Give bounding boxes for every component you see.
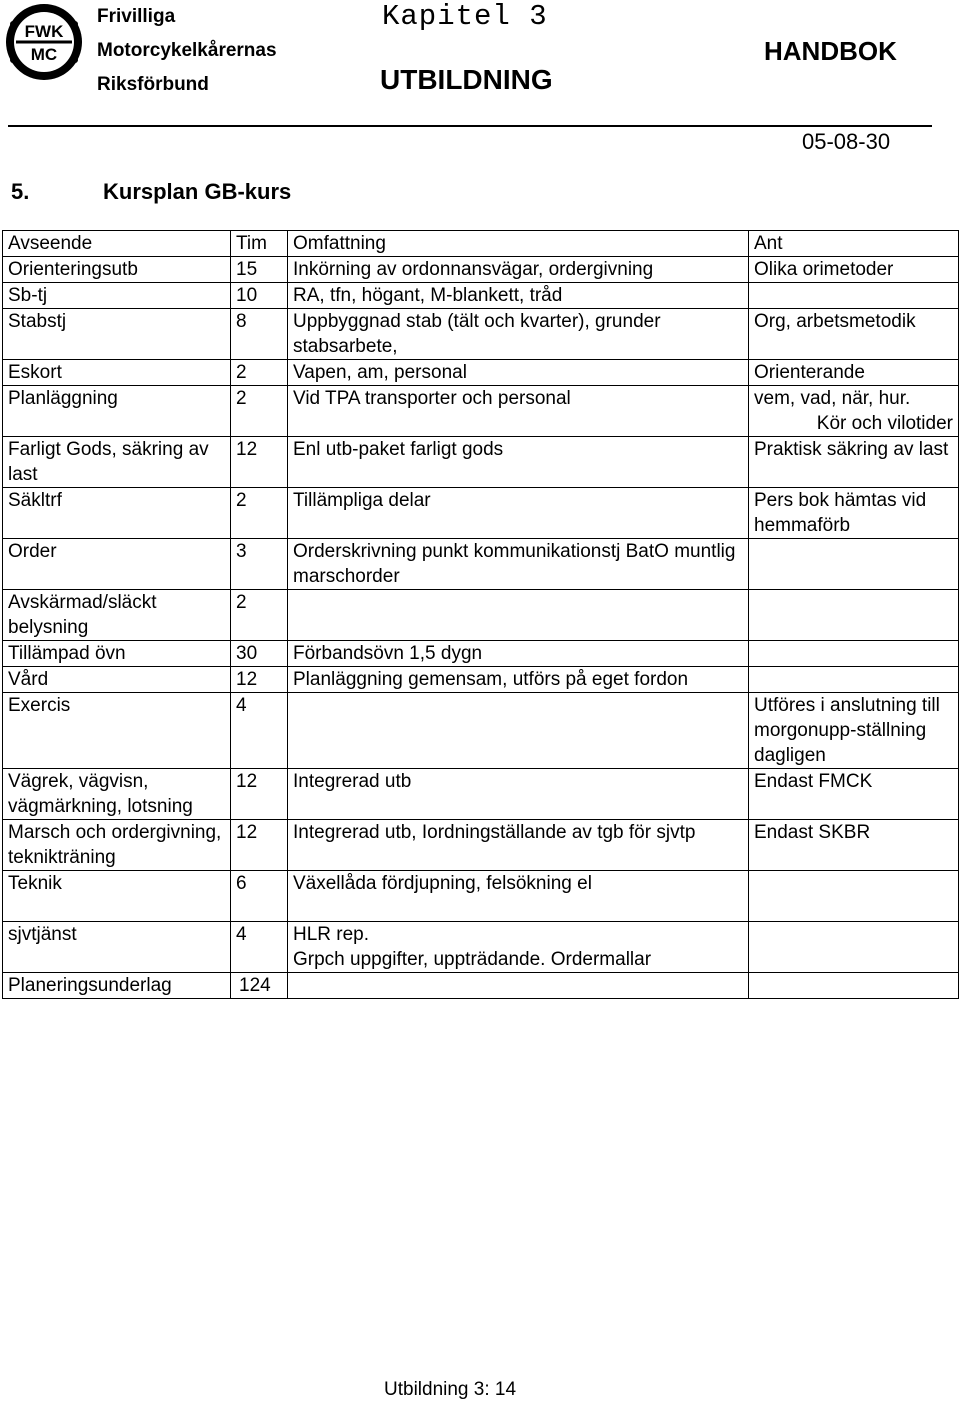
section-number: 5. <box>11 179 30 204</box>
cell-tim: 3 <box>231 539 288 590</box>
table-row <box>3 693 959 769</box>
cell-avseende: Eskort <box>3 360 231 386</box>
cell-avseende: sjvtjänst <box>3 922 231 973</box>
cell-avseende: Planeringsunderlag <box>3 973 231 999</box>
table-row <box>3 820 959 871</box>
table-row <box>3 437 959 488</box>
cell-tim: 4 <box>231 922 288 973</box>
table-row <box>3 539 959 590</box>
cell-ant <box>749 667 959 693</box>
cell-omfattning <box>288 973 749 999</box>
cell-avseende: Planläggning <box>3 386 231 437</box>
cell-avseende: Farligt Gods, säkring av last <box>3 437 231 488</box>
cell-avseende: Tillämpad övn <box>3 641 231 667</box>
cell-tim: 12 <box>231 769 288 820</box>
cell-omfattning-text: HLR rep. <box>293 924 370 945</box>
cell-ant <box>749 539 959 590</box>
cell-ant: Praktisk säkring av last <box>749 437 959 488</box>
cell-avseende: Sb-tj <box>3 283 231 309</box>
cell-avseende: Säkltrf <box>3 488 231 539</box>
cell-avseende: Vägrek, vägvisn, vägmärkning, lotsning <box>3 769 231 820</box>
cell-ant <box>749 590 959 641</box>
table-row <box>3 257 959 283</box>
cell-avseende: Orienteringsutb <box>3 257 231 283</box>
cell-ant <box>749 922 959 973</box>
cell-ant: Olika orimetoder <box>749 257 959 283</box>
cell-omfattning: Tillämpliga delar <box>288 488 749 539</box>
cell-tim: 30 <box>231 641 288 667</box>
cell-ant <box>749 871 959 922</box>
cell-ant <box>749 973 959 999</box>
cell-omfattning: Vid TPA transporter och personal <box>288 386 749 437</box>
cell-ant: Org, arbetsmetodik <box>749 309 959 360</box>
cell-tim: 4 <box>231 693 288 769</box>
cell-omfattning: Planläggning gemensam, utförs på eget fordon <box>288 667 749 693</box>
table-row <box>3 973 959 999</box>
cell-tim: 12 <box>231 820 288 871</box>
logo-text-bottom: MC <box>30 45 58 64</box>
column-header: Avseende <box>3 231 231 257</box>
cell-ant <box>749 641 959 667</box>
cell-omfattning-extra: Grpch uppgifter, uppträdande. Ordermallar <box>293 949 652 970</box>
org-name-line1: Frivilliga <box>97 6 176 27</box>
cell-ant: Utföres i anslutning till morgonupp-ställning dagligen <box>749 693 959 769</box>
cell-tim: 12 <box>231 437 288 488</box>
page-footer: Utbildning 3: 14 <box>384 1379 517 1400</box>
cell-omfattning: Orderskrivning punkt kommunikationstj BatO muntlig marschorder <box>288 539 749 590</box>
cell-omfattning: Uppbyggnad stab (tält och kvarter), grunder stabsarbete, <box>288 309 749 360</box>
cell-omfattning: Integrerad utb, Iordningställande av tgb för sjvtp <box>288 820 749 871</box>
table-row <box>3 283 959 309</box>
cell-omfattning: Förbandsövn 1,5 dygn <box>288 641 749 667</box>
cell-tim: 2 <box>231 488 288 539</box>
course-plan-table <box>2 230 959 999</box>
table-row <box>3 769 959 820</box>
cell-ant-text: vem, vad, när, hur. <box>754 388 911 409</box>
cell-avseende: Order <box>3 539 231 590</box>
table-row <box>3 360 959 386</box>
cell-omfattning: RA, tfn, högant, M-blankett, tråd <box>288 283 749 309</box>
cell-ant: Pers bok hämtas vid hemmaförb <box>749 488 959 539</box>
cell-tim: 6 <box>231 871 288 922</box>
table-row <box>3 309 959 360</box>
section-heading <box>11 179 291 205</box>
cell-tim: 8 <box>231 309 288 360</box>
cell-ant <box>749 386 959 437</box>
table-row <box>3 641 959 667</box>
table-header-row <box>3 231 959 257</box>
cell-tim: 124 <box>231 973 288 999</box>
cell-ant-extra: Kör och vilotider <box>816 413 953 434</box>
cell-tim: 2 <box>231 590 288 641</box>
cell-tim: 2 <box>231 386 288 437</box>
cell-avseende: Teknik <box>3 871 231 922</box>
cell-ant: Orienterande <box>749 360 959 386</box>
table-row <box>3 590 959 641</box>
cell-tim: 10 <box>231 283 288 309</box>
document-date: 05-08-30 <box>802 129 891 154</box>
section-label: UTBILDNING <box>380 64 553 95</box>
table-row <box>3 386 959 437</box>
logo-text-top: FWK <box>24 22 64 41</box>
cell-omfattning: Enl utb-paket farligt gods <box>288 437 749 488</box>
cell-omfattning <box>288 693 749 769</box>
cell-avseende: Exercis <box>3 693 231 769</box>
cell-omfattning: Integrerad utb <box>288 769 749 820</box>
header-divider <box>8 125 932 127</box>
cell-tim: 2 <box>231 360 288 386</box>
org-name-line2: Motorcykelkårernas <box>97 40 277 61</box>
cell-ant: Endast FMCK <box>749 769 959 820</box>
cell-omfattning <box>288 922 749 973</box>
cell-omfattning: Inkörning av ordonnansvägar, ordergivning <box>288 257 749 283</box>
table-row <box>3 667 959 693</box>
cell-tim: 12 <box>231 667 288 693</box>
cell-omfattning <box>288 590 749 641</box>
table-row <box>3 922 959 973</box>
cell-omfattning: Vapen, am, personal <box>288 360 749 386</box>
column-header: Tim <box>231 231 288 257</box>
handbook-label: HANDBOK <box>764 36 897 66</box>
cell-ant: Endast SKBR <box>749 820 959 871</box>
cell-tim: 15 <box>231 257 288 283</box>
org-name-line3: Riksförbund <box>97 74 209 95</box>
table-row <box>3 871 959 922</box>
table-row <box>3 488 959 539</box>
column-header: Omfattning <box>288 231 749 257</box>
cell-avseende: Vård <box>3 667 231 693</box>
column-header: Ant <box>749 231 959 257</box>
cell-avseende: Avskärmad/släckt belysning <box>3 590 231 641</box>
cell-avseende: Stabstj <box>3 309 231 360</box>
fmck-logo <box>4 2 84 82</box>
section-title: Kursplan GB-kurs <box>103 179 292 204</box>
cell-omfattning: Växellåda fördjupning, felsökning el <box>288 871 749 922</box>
cell-ant <box>749 283 959 309</box>
chapter-label: Kapitel 3 <box>382 0 548 33</box>
cell-avseende: Marsch och ordergivning, teknikträning <box>3 820 231 871</box>
